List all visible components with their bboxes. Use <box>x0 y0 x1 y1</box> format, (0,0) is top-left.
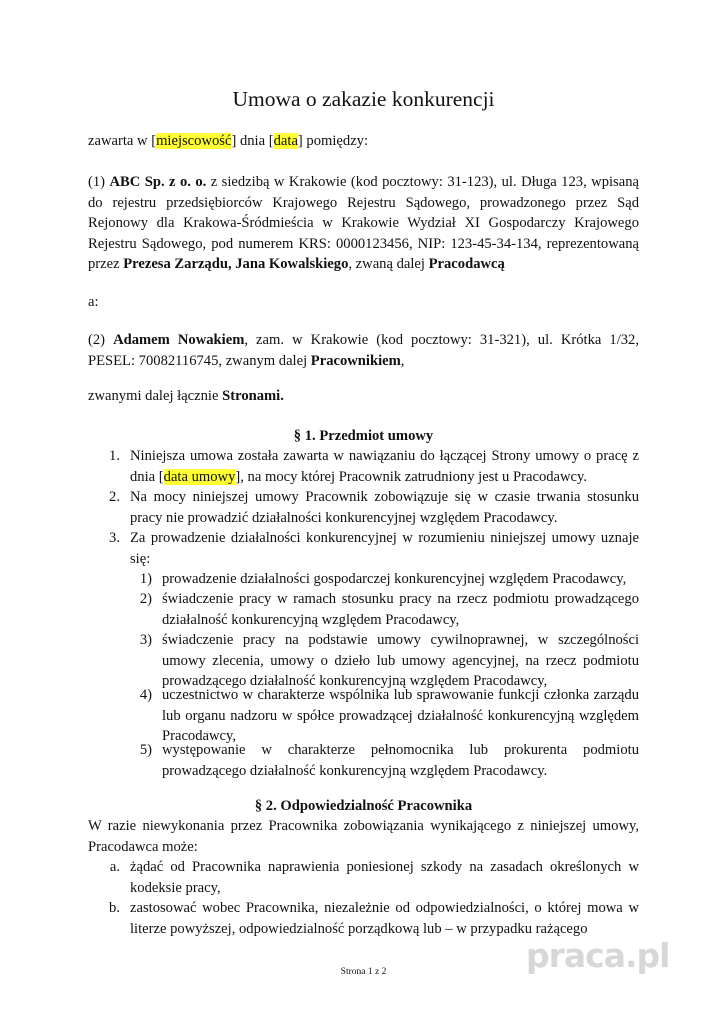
item-text: ], na mocy której Pracownik zatrudniony jest u Pracodawcy. <box>235 468 588 485</box>
employer-details: , zwaną dalej <box>348 256 429 273</box>
employer-representative: Prezesa Zarządu, Jana Kowalskiego <box>123 256 349 273</box>
section-1-heading: § 1. Przedmiot umowy <box>293 428 434 444</box>
party-employer <box>88 172 639 275</box>
document-title: Umowa o zakazie konkurencji <box>232 87 495 111</box>
employee-details: , <box>400 352 405 369</box>
logo-suffix: .pl <box>625 936 670 975</box>
parties-together <box>88 386 639 407</box>
list-item: Na mocy niniejszej umowy Pracownik zobowiązuje się w czasie trwania stosunku pracy nie prowadzić działalności konkurencyjnej względem Pracodawcy. <box>130 489 639 526</box>
conjunction: a: <box>88 294 99 310</box>
employee-alias: Pracownikiem <box>310 352 401 369</box>
date-placeholder: data <box>273 133 298 149</box>
sublist-number: 3) <box>139 632 152 648</box>
sublist-item: prowadzenie działalności gospodarczej konkurencyjnej względem Pracodawcy, <box>162 571 627 587</box>
employer-alias: Pracodawcą <box>428 256 505 273</box>
list-item <box>130 446 639 487</box>
sublist-item: występowanie w charakterze pełnomocnika lub prokurenta podmiotu prowadzącego działalność konkurencyjną względem Pracodawcy. <box>162 742 639 779</box>
intro-text: ] dnia [ <box>231 133 274 149</box>
list-item: zastosować wobec Pracownika, niezależnie od odpowiedzialności, o której mowa w literze powyższej, odpowiedzialność porządkową lub – w przypadku rażącego <box>130 900 639 937</box>
party-employee <box>88 330 639 371</box>
employer-details: z siedzibą w Krakowie (kod pocztowy: 31-123), ul. Długa 123, wpisaną do rejestru przedsiębiorców Krajowego Rejestru Sądowego, prowadzonego przez Sąd Rejonowy dla Krakowa-Śródmieścia w Krakowie Wydział XI Gospodarczy Krajowego Rejestru Sądowego, pod numerem KRS: 0000123456, NIP: 123-45-34-134, reprezentowaną przez <box>88 174 639 273</box>
employee-name: Adamem Nowakiem <box>113 332 245 348</box>
list-item: żądać od Pracownika naprawienia poniesionej szkody na zasadach określonych w kodeksie pracy, <box>130 859 639 896</box>
sublist-item: świadczenie pracy w ramach stosunku pracy na rzecz podmiotu prowadzącego działalność konkurencyjną względem Pracodawcy, <box>162 591 639 628</box>
intro-line <box>88 131 639 152</box>
section-2-heading: § 2. Odpowiedzialność Pracownika <box>254 798 473 814</box>
list-letter: b. <box>109 900 120 916</box>
page-footer: Strona 1 z 2 <box>340 967 387 977</box>
sublist-item: uczestnictwo w charakterze wspólnika lub sprawowanie funkcji członka zarządu lub organu nadzoru w spółce prowadzącej działalność konkurencyjną względem Pracodawcy, <box>162 687 639 745</box>
sublist-number: 2) <box>139 591 152 607</box>
party-number: (2) <box>88 332 114 348</box>
list-number: 3. <box>109 530 120 546</box>
employee-details: , zam. w Krakowie (kod pocztowy: 31-321), ul. Krótka 1/32, PESEL: 70082116745, zwanym dalej <box>88 332 639 369</box>
together-text: zwanymi dalej łącznie <box>88 388 223 404</box>
list-item: Za prowadzenie działalności konkurencyjnej w rozumieniu niniejszej umowy uznaje się: <box>130 530 639 567</box>
employer-name: ABC Sp. z o. o. <box>109 174 207 190</box>
sublist-number: 4) <box>139 687 152 703</box>
sublist-item: świadczenie pracy na podstawie umowy cywilnoprawnej, w szczególności umowy zlecenia, umowy o dzieło lub umowy agencyjnej, na rzecz podmiotu prowadzącego działalność konkurencyjną względem Pracodawcy, <box>162 632 639 690</box>
list-number: 2. <box>109 489 120 505</box>
document-page <box>88 0 639 1024</box>
intro-text: zawarta w [ <box>88 133 157 149</box>
sublist-number: 5) <box>139 742 152 758</box>
party-number: (1) <box>88 174 110 190</box>
list-number: 1. <box>109 448 120 464</box>
parties-alias: Stronami. <box>222 388 284 404</box>
intro-text: ] pomiędzy: <box>297 133 369 149</box>
sublist-number: 1) <box>139 571 152 587</box>
place-placeholder: miejscowość <box>156 133 232 149</box>
list-letter: a. <box>109 859 120 875</box>
praca-logo <box>526 936 670 984</box>
logo-main: praca <box>526 936 625 975</box>
item-text: Niniejsza umowa została zawarta w nawiązaniu do łączącej Strony umowy o pracę z dnia [ <box>130 448 639 485</box>
contract-date-placeholder: data umowy <box>163 468 236 485</box>
section-2-intro: W razie niewykonania przez Pracownika zobowiązania wynikającego z niniejszej umowy, Pracodawca może: <box>88 818 639 855</box>
